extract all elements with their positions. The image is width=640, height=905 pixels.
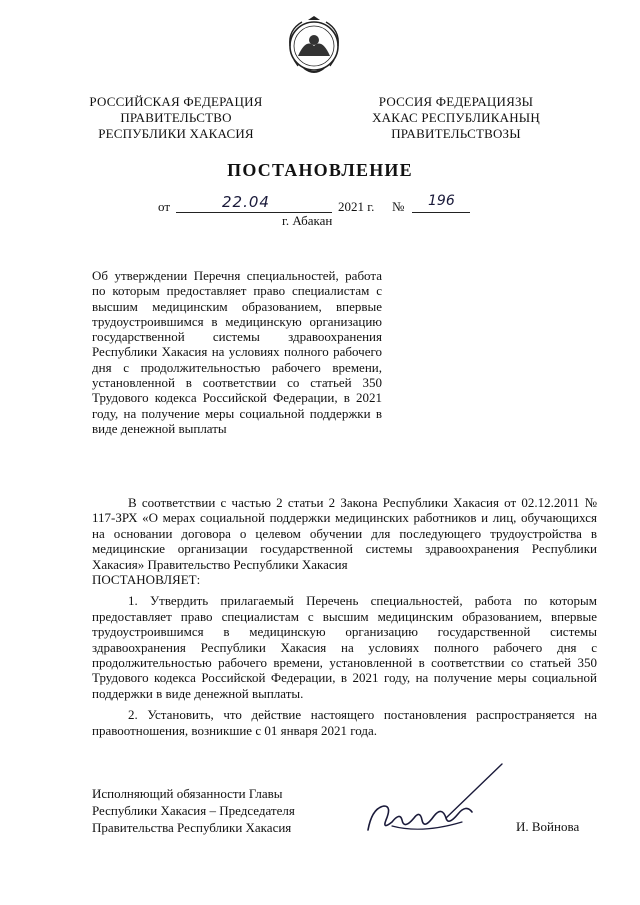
date-from-label: от <box>158 199 171 214</box>
header-right-line-3: ПРАВИТЕЛЬСТВОЗЫ <box>391 126 521 141</box>
header-right-line-2: ХАКАС РЕСПУБЛИКАНЫҢ <box>372 110 540 125</box>
coat-of-arms-emblem <box>284 16 344 78</box>
document-title: ПОСТАНОВЛЕНИЕ <box>227 160 413 180</box>
header-right <box>356 94 556 142</box>
preamble-paragraph: В соответствии с частью 2 статьи 2 Закона Республики Хакасия от 02.12.2011 № 117-ЗРХ «О мерах социальной поддержки медицинских работников и лиц, обучающихся на основании договора о целевом обучении для последующего трудоустройства в медицинские организации государственной системы здравоохранения Республики Хакасия» Правительство Республики Хакасия <box>92 495 597 572</box>
signatory-title-line-3: Правительства Республики Хакасия <box>92 820 292 835</box>
number-label: № <box>392 199 405 214</box>
signatory-title-line-1: Исполняющий обязанности Главы <box>92 786 283 801</box>
signatory-name: И. Войнова <box>516 819 580 834</box>
header-left <box>76 94 276 142</box>
header-left-line-3: РЕСПУБЛИКИ ХАКАСИЯ <box>98 126 254 141</box>
handwritten-signature <box>362 760 512 850</box>
document-body <box>92 495 597 738</box>
clause-1: 1. Утвердить прилагаемый Перечень специальностей, работа по которым предоставляет право специалистам с высшим медицинским образованием, впервые трудоустроившимся в медицинскую организацию государственной системы здравоохранения Республики Хакасия на условиях полного рабочего дня с продолжительностью рабочего времени, установленной в соответствии со статьей 350 Трудового кодекса Российской Федерации, в 2021 году, на получение меры социальной поддержки в виде денежной выплаты. <box>92 593 597 701</box>
header-left-line-1: РОССИЙСКАЯ ФЕДЕРАЦИЯ <box>89 94 263 109</box>
date-year: 2021 г. <box>338 199 375 214</box>
date-number-line <box>0 193 640 213</box>
number-underline <box>412 212 470 213</box>
city: г. Абакан <box>282 213 333 228</box>
header-left-line-2: ПРАВИТЕЛЬСТВО <box>120 110 232 125</box>
subject-heading: Об утверждении Перечня специальностей, работа по которым предоставляет право специалистам с высшим медицинским образованием, впервые трудоустроившимся в медицинскую организацию государственной системы здравоохранения Республики Хакасия на условиях полного рабочего дня с продолжительностью рабочего времени, установленной в соответствии со статьей 350 Трудового кодекса Российской Федерации, в 2021 году, на получение меры социальной поддержки в виде денежной выплаты <box>92 268 382 436</box>
clause-2: 2. Установить, что действие настоящего постановления распространяется на правоотношения, возникшие с 01 января 2021 года. <box>92 707 597 738</box>
signatory-title-line-2: Республики Хакасия – Председателя <box>92 803 295 818</box>
handwritten-date: 22.04 <box>222 193 270 211</box>
decree-word: ПОСТАНОВЛЯЕТ: <box>92 572 201 588</box>
handwritten-number: 196 <box>428 193 455 209</box>
signatory-title <box>92 785 295 836</box>
header-right-line-1: РОССИЯ ФЕДЕРАЦИЯЗЫ <box>378 94 534 109</box>
